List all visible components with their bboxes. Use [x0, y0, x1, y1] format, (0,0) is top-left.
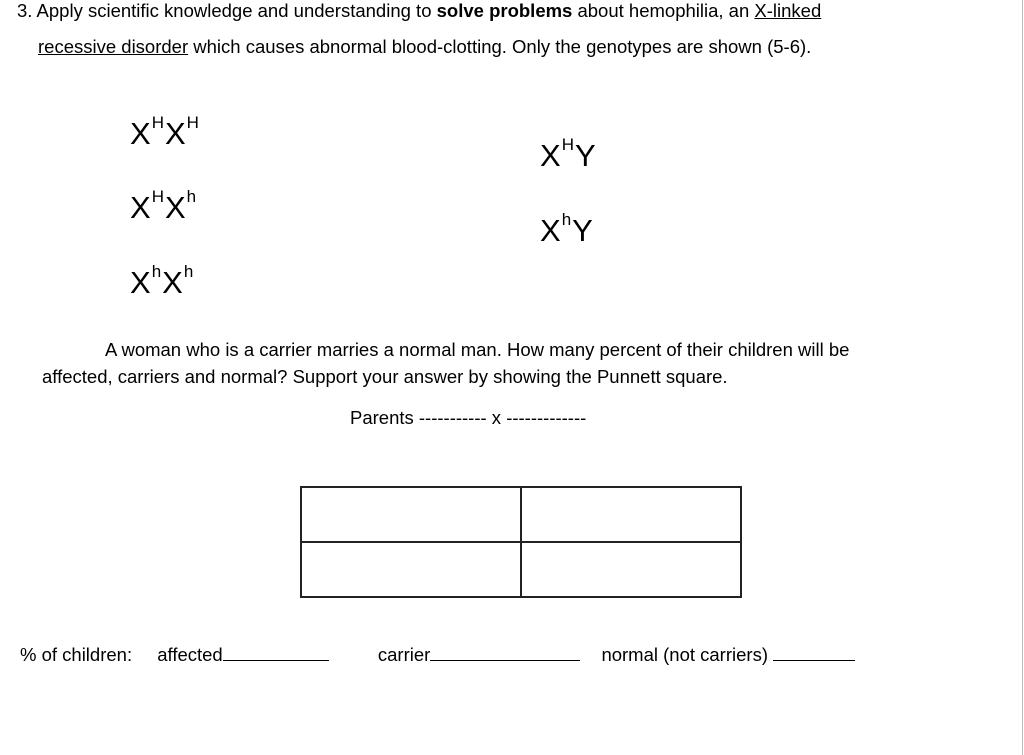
carrier-blank[interactable] — [430, 659, 580, 661]
page-edge — [1022, 0, 1023, 755]
punnett-cell[interactable] — [521, 542, 741, 597]
affected-label: affected — [157, 644, 223, 665]
genotype-female-XHXH: $X^HX^H$ — [130, 113, 199, 151]
question-text: Apply scientific knowledge and understanding to — [32, 0, 437, 21]
affected-blank[interactable] — [223, 659, 329, 661]
normal-label: normal (not carriers) — [601, 644, 768, 665]
answers-row — [20, 644, 855, 666]
genotype-female-XhXh: $X^hX^h$ — [130, 262, 194, 300]
punnett-cell[interactable] — [521, 487, 741, 542]
normal-blank[interactable] — [773, 659, 855, 661]
genotype-male-XHY: $X^HY$ — [540, 135, 596, 173]
punnett-square — [300, 486, 742, 598]
problem-line-1: A woman who is a carrier marries a normal man. How many percent of their children will be — [105, 339, 850, 360]
carrier-label: carrier — [377, 644, 431, 665]
punnett-cell[interactable] — [301, 542, 521, 597]
question-underlined: X-linked — [754, 0, 822, 21]
question-underlined: recessive disorder — [38, 36, 189, 57]
question-bold: solve problems — [436, 0, 573, 21]
punnett-cell[interactable] — [301, 487, 521, 542]
question-number: 3. — [17, 0, 33, 21]
question-line-2 — [38, 36, 811, 58]
question-line-1 — [17, 0, 821, 22]
problem-line-2: affected, carriers and normal? Support your answer by showing the Punnett square. — [42, 366, 728, 387]
genotype-male-XhY: $X^hY$ — [540, 210, 593, 248]
genotype-female-XHXh: $X^HX^h$ — [130, 187, 197, 225]
parents-line: Parents ----------- x ------------- — [350, 407, 587, 428]
answers-label: % of children: — [20, 644, 133, 665]
question-text: which causes abnormal blood-clotting. Only the genotypes are shown (5-6). — [188, 36, 812, 57]
question-text: about hemophilia, an — [572, 0, 755, 21]
